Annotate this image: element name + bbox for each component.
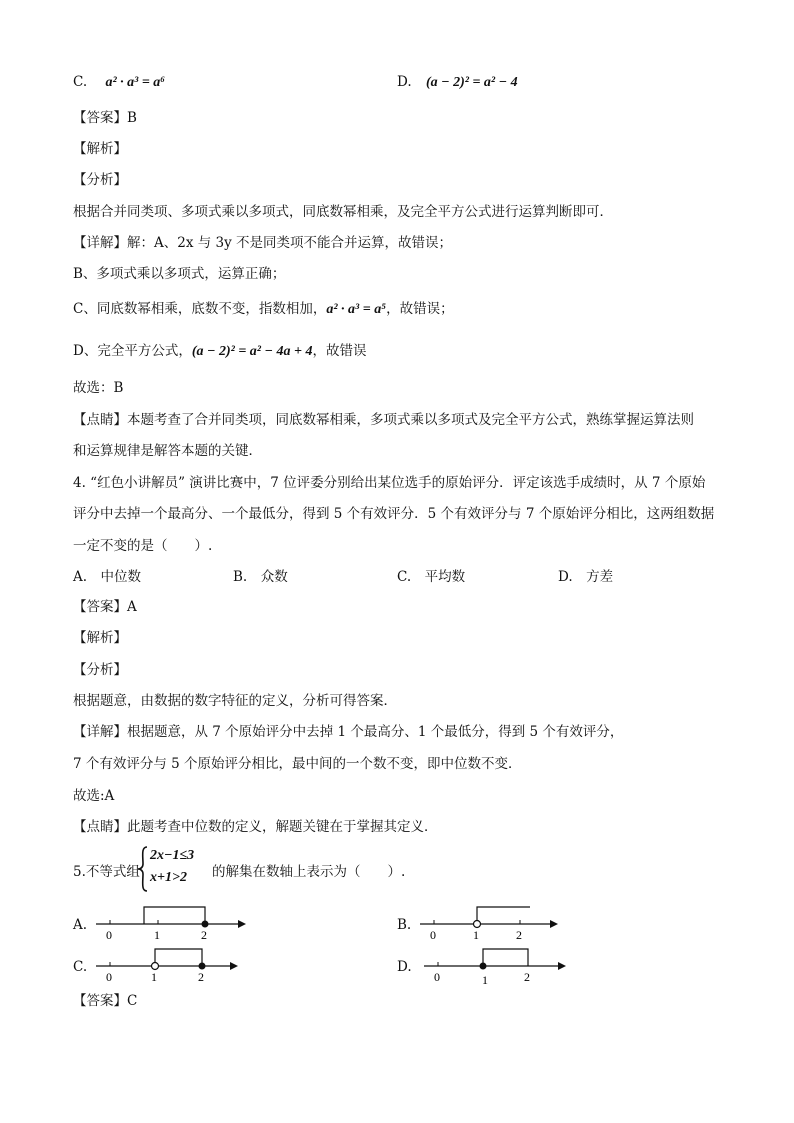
q5-number-line-d xyxy=(420,940,580,990)
q3-option-c-formula: a² · a³ = a⁶ xyxy=(105,75,166,90)
q4-choice: 故选:A xyxy=(73,788,115,804)
q5-d-tick-0: 0 xyxy=(434,970,440,984)
q3-detail-b: B、多项式乘以多项式，运算正确； xyxy=(73,266,286,282)
q5-system xyxy=(150,845,194,889)
q3-note-line1: 【点睛】本题考查了合并同类项，同底数幂相乘，多项式乘以多项式及完全平方公式，熟练掌握运算法则 xyxy=(73,412,694,428)
q4-fenxi-text: 根据题意，由数据的数字特征的定义，分析可得答案． xyxy=(73,693,397,709)
q4-note: 【点睛】此题考查中位数的定义，解题关键在于掌握其定义． xyxy=(73,819,438,835)
q5-stem-suffix: 的解集在数轴上表示为（ ）. xyxy=(212,864,406,880)
q5-option-d-label: D. xyxy=(397,959,412,975)
q5-number-line-c xyxy=(92,940,252,984)
q5-c-tick-2: 2 xyxy=(198,970,204,984)
brace-icon xyxy=(137,846,149,892)
q3-detail-c xyxy=(73,299,454,320)
q5-system-brace xyxy=(137,846,149,892)
q3-detail-c-text: C、同底数幂相乘，底数不变，指数相加， xyxy=(73,301,327,317)
q5-b-tick-0: 0 xyxy=(430,928,436,942)
q4-option-d: D. 方差 xyxy=(558,569,614,585)
q3-fenxi-heading: 【分析】 xyxy=(73,172,127,188)
q3-detail-a: 【详解】解：A、2x 与 3y 不是同类项不能合并运算，故错误； xyxy=(73,235,453,251)
q4-detail-line2: 7 个有效评分与 5 个原始评分相比，最中间的一个数不变，即中位数不变． xyxy=(73,756,522,772)
q4-analysis-heading: 【解析】 xyxy=(73,630,127,646)
q5-c-tick-0: 0 xyxy=(106,970,112,984)
q4-stem-line2: 评分中去掉一个最高分、一个最低分，得到 5 个有效评分．5 个有效评分与 7 个原始评分相比，这两组数据 xyxy=(73,506,715,522)
q3-note-line2: 和运算规律是解答本题的关键． xyxy=(73,443,262,459)
q5-option-a-label: A. xyxy=(73,917,88,933)
q3-option-d-label: D. xyxy=(397,74,412,90)
q5-d-tick-2: 2 xyxy=(524,970,530,984)
q5-c-tick-1: 1 xyxy=(151,970,157,984)
q4-option-c: C. 平均数 xyxy=(397,569,466,585)
q4-option-b: B. 众数 xyxy=(233,569,288,585)
q3-answer: 【答案】B xyxy=(73,110,137,126)
q3-option-d xyxy=(397,72,518,93)
q5-d-tick-1: 1 xyxy=(482,973,488,987)
q4-detail-line1: 【详解】根据题意，从 7 个原始评分中去掉 1 个最高分、1 个最低分，得到 5 个有效评分， xyxy=(73,724,624,740)
q5-answer: 【答案】C xyxy=(73,993,138,1009)
q5-stem-prefix: 5.不等式组 xyxy=(73,864,140,880)
q4-fenxi-heading: 【分析】 xyxy=(73,662,127,678)
q3-detail-c-tail: ，故错误； xyxy=(386,301,454,317)
q4-stem-line3: 一定不变的是（ ）. xyxy=(73,538,213,554)
q5-b-tick-2: 2 xyxy=(516,928,522,942)
q5-number-line-b xyxy=(416,898,576,942)
q3-option-c-label: C. xyxy=(73,74,88,90)
q5-b-tick-1: 1 xyxy=(473,928,479,942)
q3-detail-c-formula: a² · a³ = a⁵ xyxy=(326,302,387,317)
q4-stem-line1: 4. “红色小讲解员” 演讲比赛中，7 位评委分别给出某位选手的原始评分．评定该选手成绩时，从 7 个原始 xyxy=(73,475,706,491)
q3-analysis-heading: 【解析】 xyxy=(73,141,127,157)
q5-stem xyxy=(73,862,140,882)
q3-option-c xyxy=(73,72,165,93)
q5-inequality-1: 2x−1≤3 xyxy=(150,848,195,863)
q3-detail-d-formula: (a − 2)² = a² − 4a + 4 xyxy=(191,344,313,359)
q3-detail-d xyxy=(73,341,366,362)
q5-option-c-label: C. xyxy=(73,959,88,975)
q5-a-tick-1: 1 xyxy=(154,928,160,942)
q3-detail-d-text: D、完全平方公式， xyxy=(73,343,192,359)
q5-a-tick-2: 2 xyxy=(201,928,207,942)
q5-number-line-a xyxy=(92,898,252,942)
q3-option-d-formula: (a − 2)² = a² − 4 xyxy=(425,75,518,90)
q4-option-a: A. 中位数 xyxy=(73,569,142,585)
q4-answer: 【答案】A xyxy=(73,599,137,615)
q3-choice: 故选：B xyxy=(73,380,124,396)
q5-inequality-2: x+1>2 xyxy=(150,870,187,885)
q3-fenxi-text: 根据合并同类项、多项式乘以多项式，同底数幂相乘，及完全平方公式进行运算判断即可． xyxy=(73,204,613,220)
q5-option-b-label: B. xyxy=(397,917,412,933)
q3-detail-d-tail: ，故错误 xyxy=(312,343,367,359)
q5-a-tick-0: 0 xyxy=(106,928,112,942)
